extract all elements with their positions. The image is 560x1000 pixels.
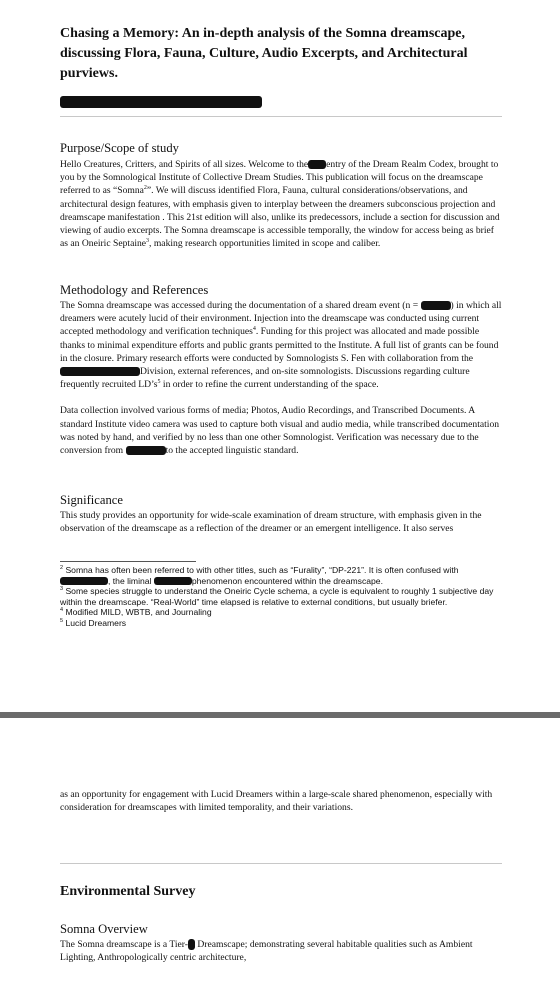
author-line: [60, 93, 504, 111]
environmental-survey-heading-block: [60, 883, 504, 901]
redacted-tier: [188, 939, 195, 950]
redacted-edition: [308, 160, 326, 169]
redacted-count: [421, 301, 451, 310]
redacted-language: [126, 446, 166, 455]
divider: [60, 863, 502, 864]
footnotes: [60, 565, 504, 629]
somna-overview-heading: Somna Overview: [60, 922, 148, 936]
footnote-5: $^5$ Lucid Dreamers: [60, 617, 127, 628]
methodology-paragraph-1: The Somna dreamscape was accessed during the documentation of a shared dream event (n = ) in which all dreamers were acutely lucid of their environment. Injection into the dreamscape was conducted using current accepted methodology and verification techniques$^4$. Funding for this project was allocated and made possible thanks to minimal expenditure efforts and public grants permitted to the Institute. A full list of grants can be found in the closure. Primary research efforts were conducted by Somnologists S. Fen with collaboration from theDivision, external references, and on-site somnologists. Discussions regarding culture frequently recruited $LD’s^5$ in order to refine the current understanding of the space.: [60, 300, 502, 391]
methodology-paragraph-2: Data collection involved various forms of media; Photos, Audio Recordings, and Transcribed Documents. A standard Institute video camera was used to capture both visual and audio media, while transcribed documentation was noted by hand, and verified by no less than one other Somnologist. Verification was necessary due to the conversion from to the accepted linguistic standard.: [60, 405, 500, 457]
significance-continuation: [60, 788, 504, 814]
document-title: Chasing a Memory: An in-depth analysis of the Somna dreamscape, discussing Flora, Fauna, Culture, Audio Excerpts, and Architectural purviews.: [60, 26, 468, 81]
significance-section: [60, 492, 504, 535]
redacted-author: [60, 96, 262, 108]
footnote-2: $^2$ Somna has often been referred to with other titles, such as “Furality”, “DP-221”. It is often confused with , the liminal phenomenon encountered within the dreamscape.: [60, 565, 459, 586]
divider: [60, 116, 502, 117]
purpose-heading: Purpose/Scope of study: [60, 141, 179, 155]
document-page-2: [0, 718, 560, 1000]
significance-heading: Significance: [60, 493, 123, 507]
footnote-3: $^3$ Some species struggle to understand the Oneiric Cycle schema, a cycle is equivalent to roughly 1 subjective day within the dreamscape. “Real-World” time elapsed is relative to external conditions, but usually briefer.: [60, 586, 494, 607]
significance-paragraph: This study provides an opportunity for wide-scale examination of dream structure, with emphasis given in the observation of the dreamscape as a reflection of the dreamer or an emergent intelligence. It also serves: [60, 510, 482, 535]
methodology-section: [60, 282, 504, 457]
redacted-term: [60, 577, 108, 585]
redacted-division: [60, 367, 140, 376]
somna-overview-paragraph: The Somna dreamscape is a Tier- Dreamscape; demonstrating several habitable qualities such as Ambient Lighting, Anthropologically centric architecture,: [60, 939, 473, 964]
footnote-divider: [60, 561, 196, 562]
purpose-section: [60, 140, 504, 250]
redacted-term: [154, 577, 192, 585]
somna-overview-section: [60, 921, 504, 964]
environmental-survey-heading: Environmental Survey: [60, 884, 196, 899]
continuation-paragraph: as an opportunity for engagement with Lucid Dreamers within a large-scale shared phenomenon, especially with consideration for dreamscapes with limited temporality, and their variations.: [60, 789, 493, 814]
title-block: [60, 24, 504, 84]
footnote-4: $^4$ Modified MILD, WBTB, and Journaling: [60, 607, 212, 618]
purpose-paragraph: Hello Creatures, Critters, and Spirits of all sizes. Welcome to the entry of the Dream Realm Codex, brought to you by the Somnological Institute of Collective Dream Studies. This publication will focus on the dreamscape referred to as “Somna$^2$”. We will discuss identified Flora, Fauna, cultural considerations/observations, and architectural design features, with emphasis given to interplay between the dreamers subconscious projection and dreamscape manifestation . This 21st edition will also, unlike its predecessors, include a section for discussion and viewing of audio excerpts. The Somna dreamscape is accessible temporally, the window for access being as brief as an Oneiric Septaine$^3$, making research opportunities limited in scope and caliber.: [60, 159, 500, 250]
methodology-heading: Methodology and References: [60, 283, 209, 297]
